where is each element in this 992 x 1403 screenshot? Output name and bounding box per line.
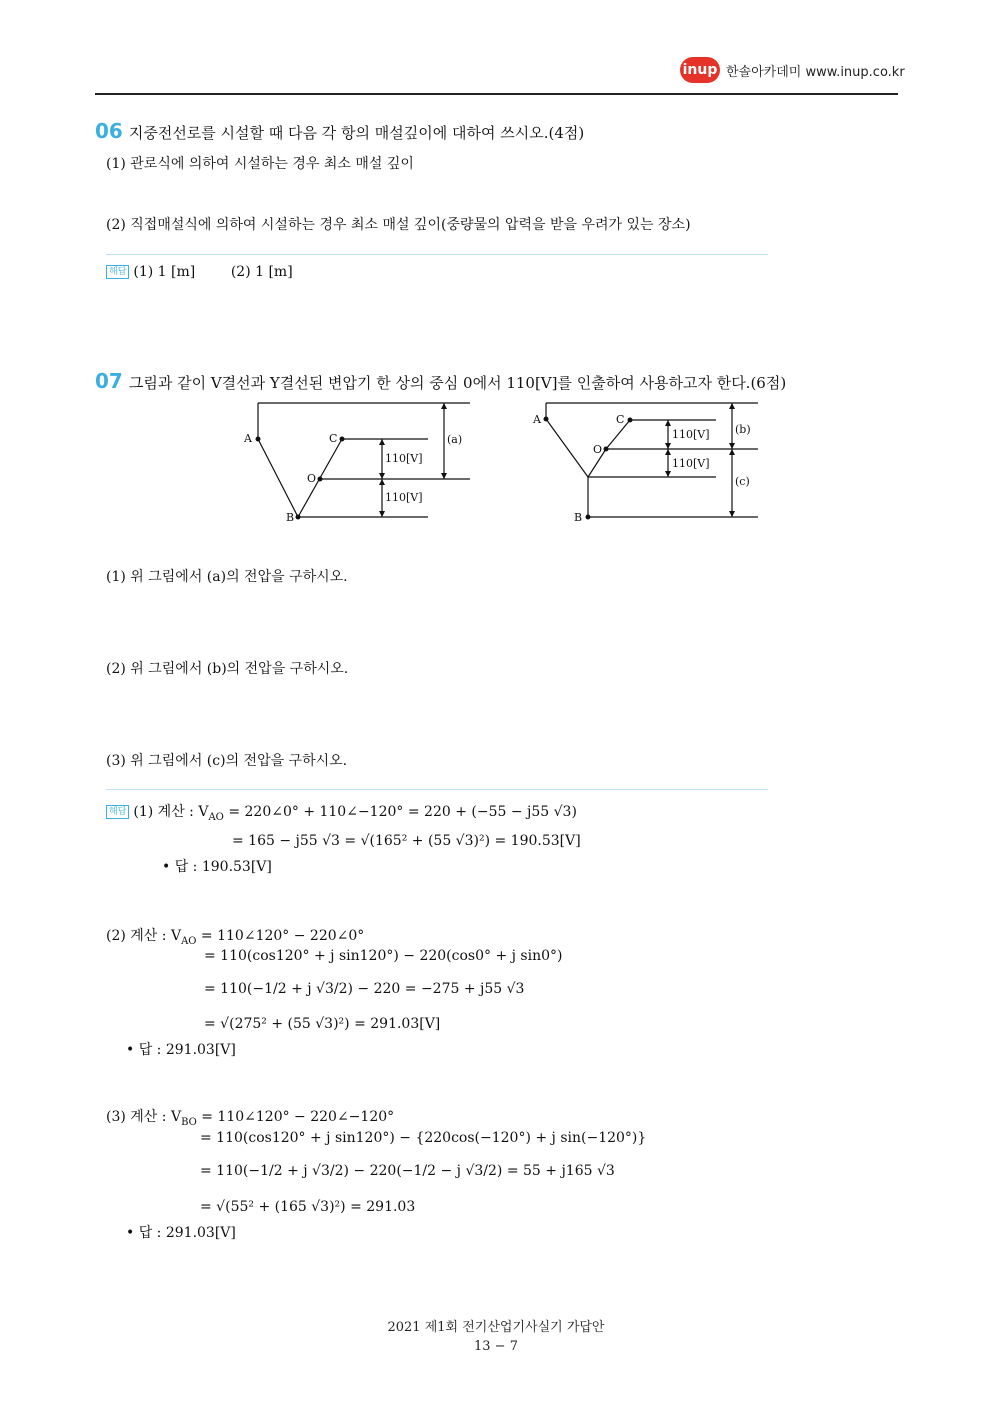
right-label-a: A bbox=[533, 413, 541, 426]
left-label-v1: 110[V] bbox=[385, 452, 423, 465]
sol2-label: (2) 계산 : V bbox=[106, 928, 182, 944]
sol2-line3: = 110(−1/2 + j √3/2) − 220 = −275 + j55 √3 bbox=[204, 981, 525, 997]
q07-item-3: (3) 위 그림에서 (c)의 전압을 구하시오. bbox=[106, 753, 348, 769]
sol1-line2: = 165 − j55 √3 = √(165² + (55 √3)²) = 190.53[V] bbox=[232, 833, 581, 849]
q07-item-2: (2) 위 그림에서 (b)의 전압을 구하시오. bbox=[106, 661, 349, 677]
right-label-b: B bbox=[574, 511, 583, 524]
left-label-b: B bbox=[286, 511, 295, 524]
answer-badge: 해답 bbox=[106, 265, 129, 279]
q06-item-1: (1) 관로식에 의하여 시설하는 경우 최소 매설 깊이 bbox=[106, 156, 414, 172]
sol3-line3: = 110(−1/2 + j √3/2) − 220(−1/2 − j √3/2) = 55 + j165 √3 bbox=[200, 1163, 615, 1179]
inup-logo: inup bbox=[680, 57, 720, 83]
q06-answer-text: (1) 1 [m] (2) 1 [m] bbox=[133, 264, 293, 280]
footer-title: 2021 제1회 전기산업기사실기 가답안 bbox=[387, 1320, 605, 1335]
q07-number: 07 bbox=[95, 369, 123, 393]
right-label-c: C bbox=[616, 413, 625, 426]
sol3-line4: = √(55² + (165 √3)²) = 291.03 bbox=[200, 1199, 416, 1215]
answer-badge: 해답 bbox=[106, 805, 129, 819]
sol3-answer: • 답 : 291.03[V] bbox=[126, 1225, 236, 1241]
q06-number: 06 bbox=[95, 119, 123, 143]
sol3-sub: BO bbox=[181, 1116, 197, 1128]
sol2-sub: AO bbox=[181, 935, 197, 947]
left-label-a: A bbox=[244, 432, 252, 445]
sol3-label: (3) 계산 : V bbox=[106, 1109, 182, 1125]
q06-item-2: (2) 직접매설식에 의하여 시설하는 경우 최소 매설 깊이(중량물의 압력을 받을 우려가 있는 장소) bbox=[106, 217, 691, 233]
header-rule bbox=[95, 93, 898, 95]
q06-title-line bbox=[95, 119, 584, 143]
sol2-answer: • 답 : 291.03[V] bbox=[126, 1042, 236, 1058]
sol3-line2: = 110(cos120° + j sin120°) − {220cos(−120°) + j sin(−120°)} bbox=[200, 1130, 647, 1146]
y-connection-figure bbox=[530, 395, 770, 525]
sol1-answer: • 답 : 190.53[V] bbox=[162, 859, 272, 875]
q07-title: 그림과 같이 V결선과 Y결선된 변압기 한 상의 중심 0에서 110[V]를 인출하여 사용하고자 한다.(6점) bbox=[128, 374, 787, 392]
left-label-v2: 110[V] bbox=[385, 491, 423, 504]
left-label-a-voltage: (a) bbox=[447, 433, 463, 446]
sol2-line2: = 110(cos120° + j sin120°) − 220(cos0° + j sin0°) bbox=[204, 948, 563, 964]
header-site-text: 한솔아카데미 www.inup.co.kr bbox=[726, 65, 905, 80]
v-connection-figure bbox=[230, 395, 480, 525]
left-label-c: C bbox=[329, 432, 338, 445]
q06-title: 지중전선로를 시설할 때 다음 각 항의 매설깊이에 대하여 쓰시오.(4점) bbox=[128, 124, 585, 142]
q07-divider bbox=[106, 789, 768, 790]
right-label-b-voltage: (b) bbox=[735, 423, 751, 436]
sol1-eq1: = 220∠0° + 110∠−120° = 220 + (−55 − j55 √3) bbox=[223, 804, 577, 820]
q06-answer bbox=[106, 264, 293, 280]
sol1-label: (1) 계산 : V bbox=[133, 804, 209, 820]
sol2-line1 bbox=[106, 925, 364, 947]
sol3-line1 bbox=[106, 1106, 394, 1128]
right-label-c-voltage: (c) bbox=[735, 475, 750, 488]
right-label-v2: 110[V] bbox=[672, 457, 710, 470]
footer-page-number: 13 − 7 bbox=[474, 1339, 518, 1354]
q06-divider bbox=[106, 254, 768, 255]
q07-item-1: (1) 위 그림에서 (a)의 전압을 구하시오. bbox=[106, 569, 348, 585]
left-label-o: O bbox=[307, 472, 317, 485]
sol2-eq1: = 110∠120° − 220∠0° bbox=[196, 928, 365, 944]
q07-title-line bbox=[95, 369, 786, 393]
right-label-o: O bbox=[593, 443, 603, 456]
sol2-line4: = √(275² + (55 √3)²) = 291.03[V] bbox=[204, 1016, 441, 1032]
right-label-v1: 110[V] bbox=[672, 428, 710, 441]
sol1-line1 bbox=[106, 801, 577, 823]
sol1-sub: AO bbox=[208, 811, 224, 823]
sol3-eq1: = 110∠120° − 220∠−120° bbox=[196, 1109, 395, 1125]
